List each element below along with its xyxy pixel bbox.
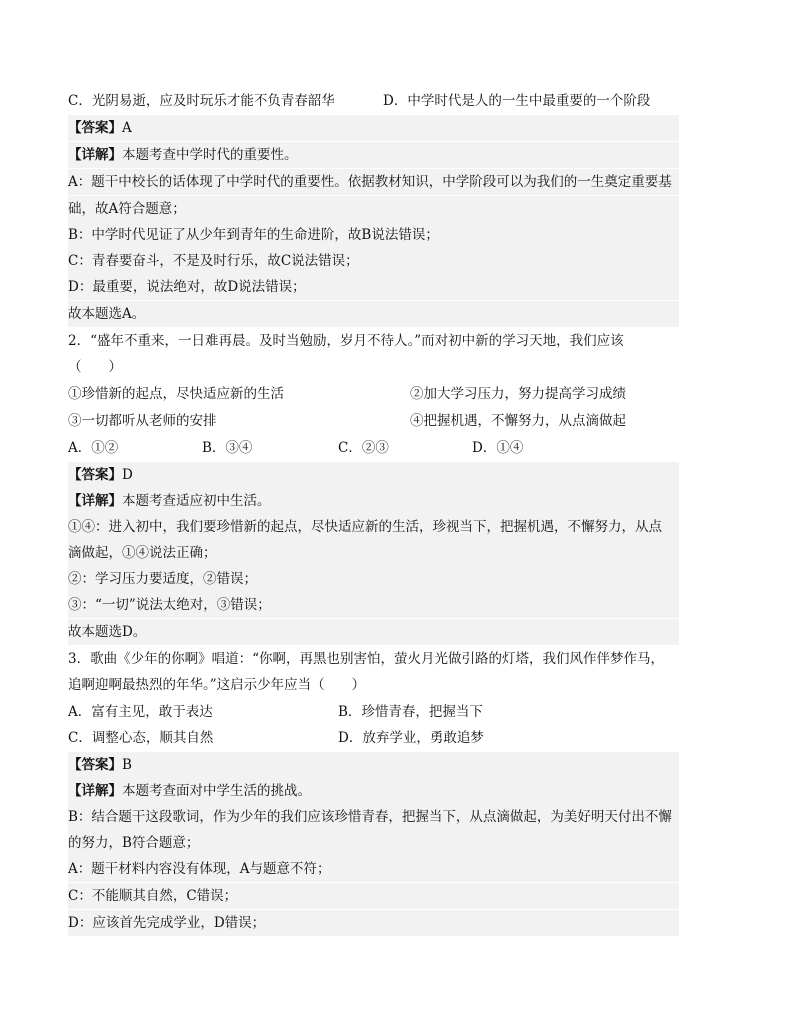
q2-choice-a: A．①②: [68, 440, 119, 456]
q3-stem-line2: 追啊迎啊最热烈的年华。”这启示少年应当（ ）: [68, 677, 366, 693]
q1-option-c: C．光阴易逝，应及时玩乐才能不负青春韶华: [68, 93, 335, 109]
q1-option-d: D．中学时代是人的一生中最重要的一个阶段: [383, 93, 651, 109]
q2-detail-14-line1: ①④：进入初中，我们要珍惜新的起点，尽快适应新的生活，珍视当下，把握机遇，不懈努力，从点: [68, 514, 679, 540]
q1-detail-d: D：最重要，说法绝对，故D说法错误；: [68, 274, 679, 300]
q2-item-3: ③一切都听从老师的安排: [68, 413, 217, 429]
q1-detail-b: B：中学时代见证了从少年到青年的生命进阶，故B说法错误；: [68, 222, 679, 248]
detail-tag: 【详解】: [68, 783, 122, 799]
answer-value: A: [122, 120, 132, 136]
q2-detail-14-line2: 滴做起，①④说法正确；: [68, 540, 679, 566]
q3-detail-b-line2: 的努力，B符合题意；: [68, 830, 679, 856]
q2-choice-b: B．③④: [202, 440, 253, 456]
q3-answer: [68, 752, 679, 778]
q3-stem-line1: 3．歌曲《少年的你啊》唱道：“你啊，再黑也别害怕，萤火月光做引路的灯塔，我们风作伴梦作马，: [68, 651, 664, 667]
q2-stem-line2: （ ）: [68, 359, 122, 375]
q3-detail-intro: [68, 778, 679, 804]
answer-tag: 【答案】: [68, 467, 122, 483]
detail-tag: 【详解】: [68, 493, 122, 509]
q2-stem-line1: 2．“盛年不重来，一日难再晨。及时当勉励，岁月不待人。”而对初中新的学习天地，我们应该: [68, 333, 624, 349]
q1-detail-c: C：青春要奋斗，不是及时行乐，故C说法错误；: [68, 248, 679, 274]
q3-detail-a: A：题干材料内容没有体现，A与题意不符；: [68, 856, 679, 882]
q2-item-1: ①珍惜新的起点，尽快适应新的生活: [68, 386, 284, 402]
q3-options-ab-row: [68, 699, 679, 725]
q2-detail-2: ②：学习压力要适度，②错误；: [68, 566, 679, 592]
q1-detail-a-line1: A：题干中校长的话体现了中学时代的重要性。依据教材知识，中学阶段可以为我们的一生奠定重要基: [68, 169, 679, 195]
q3-option-c: C．调整心态，顺其自然: [68, 730, 214, 746]
q2-items-row1: [68, 381, 679, 407]
detail-tag: 【详解】: [68, 147, 122, 163]
q1-detail-a-line2: 础，故A符合题意；: [68, 196, 679, 222]
answer-value: B: [122, 757, 132, 773]
q2-items-row2: [68, 408, 679, 434]
q3-option-b: B．珍惜青春，把握当下: [338, 704, 483, 720]
q1-answer: [68, 115, 679, 141]
q3-options-cd-row: [68, 725, 679, 751]
q2-detail-intro: [68, 488, 679, 514]
answer-value: D: [122, 467, 133, 483]
q1-conclusion: 故本题选A。: [68, 301, 679, 327]
q3-detail-b-line1: B：结合题干这段歌词，作为少年的我们应该珍惜青春，把握当下，从点滴做起，为美好明天付出不懈: [68, 804, 679, 830]
answer-tag: 【答案】: [68, 120, 122, 136]
q2-conclusion: 故本题选D。: [68, 619, 679, 645]
detail-intro-text: 本题考查面对中学生活的挑战。: [122, 783, 311, 799]
detail-intro-text: 本题考查中学时代的重要性。: [122, 147, 298, 163]
q1-options-cd-row: [68, 88, 679, 114]
q1-detail-intro: [68, 142, 679, 168]
q2-choice-d: D．①④: [472, 440, 524, 456]
detail-intro-text: 本题考查适应初中生活。: [122, 493, 271, 509]
q3-detail-d: D：应该首先完成学业，D错误；: [68, 910, 679, 936]
q3-detail-c: C：不能顺其自然，C错误；: [68, 883, 679, 909]
q3-option-a: A．富有主见，敢于表达: [68, 704, 213, 720]
q3-option-d: D．放弃学业，勇敢追梦: [338, 730, 484, 746]
q2-item-2: ②加大学习压力，努力提高学习成绩: [410, 386, 626, 402]
q2-item-4: ④把握机遇，不懈努力，从点滴做起: [410, 413, 626, 429]
q2-answer: [68, 462, 679, 488]
answer-tag: 【答案】: [68, 757, 122, 773]
q2-detail-3: ③：“一切”说法太绝对，③错误；: [68, 592, 679, 618]
q2-choices-row: [68, 435, 679, 461]
q2-choice-c: C．②③: [338, 440, 389, 456]
